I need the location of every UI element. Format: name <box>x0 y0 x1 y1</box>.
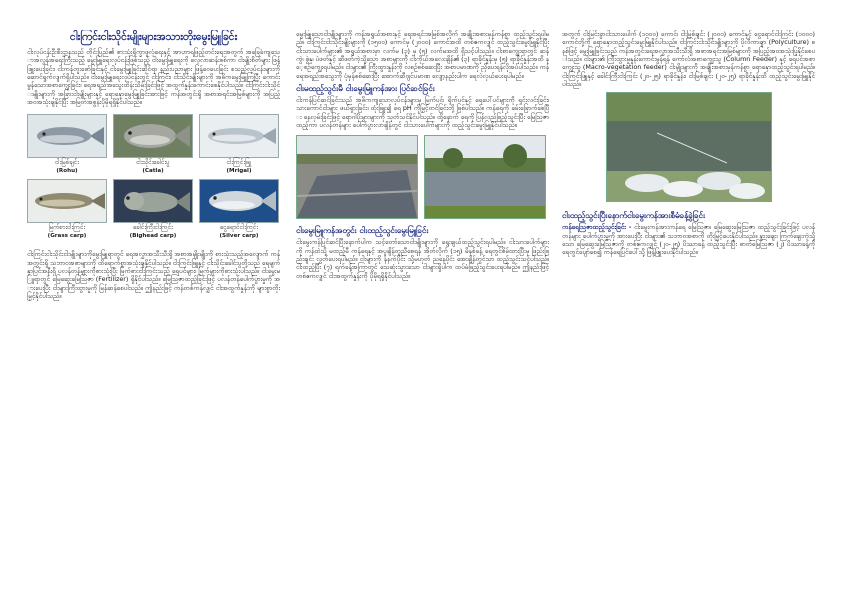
fish-mrigal: ငါးကြင်းဖြူ (Mrigal) <box>199 114 279 179</box>
pond-photos <box>296 135 549 219</box>
page-title: ငါးကြင်းငါးသိုင်းမျိုးများအသားတိုးမွေးမြူခြင်း <box>69 31 238 43</box>
column-right <box>562 30 815 575</box>
fish-catla: ငါးသိုင်းခေါင်းပွ (Catla) <box>113 114 193 179</box>
body-paragraph: အတွက် ငါးမြင်းခွာငါးသားပေါက် (၁၀၀၀) ကောင်၊ ငါးမြစ်ချင်း (၂၀၀၀) ကောင်နှင့် ငွေရောင်ငါးကြင်း (၁၀၀၀) ကောင်တို့ကို ရောနှောထည့်သွင်းမွေးမြူနိုင်ပါသည်။ ငါးကြင်းငါးသိုင်းမျိုးများကို ပိုလီကာချာ (Polyculture) စနစ်ဖြင့် မွေးမြူခြင်းသည် ကန်အတွင်းရေအလွှာအသီးသီးရှိ အစာအရင်းအမြစ်များကို အပြည့်အဝအသုံးပြုနိုင်စေပါသည်။ ငါးများ၏ ကြီးထွားမှုနှုန်းကောင်းမွန်ရန် ကော်လံအစာကျွေးသူ (Column Feeder) နှင့် ရေပင်အစာကျွေးသူ (Macro-vegetation feeder) ငါးမျိုးများကို အချိုးအစားမှန်ကန်စွာ ရောနှောထည့်သွင်းရပါမည်။ ငါးကြင်းဖြူနှင့် ခေါင်းကြီးငါးကြင်း (၂၀-၂၅) ရာခိုင်နှုန်း၊ ငါးမြစ်ချင်း (၂၀-၂၅) ရာခိုင်နှုန်းထိ ထည့်သွင်းမွေးမြူနိုင်ပါသည်။ <box>562 30 815 89</box>
column-left <box>27 30 280 575</box>
fish-photo <box>113 114 193 158</box>
section-heading: ငါးထည့်သွင်းပြီးနောက်ငါးမွေးကန်အားစီမံခန့်ခွဲခြင်း <box>562 211 706 221</box>
fish-photo <box>27 114 107 158</box>
fish-photo <box>113 179 193 223</box>
fish-photo <box>199 114 279 158</box>
body-paragraph: ငါးကြင်းငါးသိုင်းငါးမျိုးများကိုမွေးမြူရာတွင် ရေအလွှာအသီးသီးရှိ အစာအမျိုးမျိုးကို စားသုံးသည့်အလျောက် ကန်အတွင်းရှိ သဘာဝအစာများကို ထိရောက်စွာအသုံးချနိုင်ပါသည်။ ငါးကြင်းဖြူနှင့် ငါးသိုင်းခေါင်းပွတို့သည် ရေမျက်နှာပြင်အနီးရှိ ပလန်တန်များကိုစားသုံးပြီး မြက်စားငါးကြင်းသည် ရေပင်များ၊ မြက်များကိုစားသုံးပါသည်။ ငါးမွေးမြူရာတွင် မြေဆွေးမြေသြဇာ (Fertilizer) ရှိနိုင်ပါသည်။ မြေဩဇာထည့်ခြင်းဖြင့် ပလန်တန်ပေါက်ပွားမှုကို အားပေးပြီး ငါးများကြီးထွားမှုကို မြန်ဆန်စေပါသည်။ ဤနည်းဖြင့် ကန်တစ်ကန်လျှင် ငါးအထွက်နှုန်းကို များစွာတိုးမြှင့်နိုင်ပါသည်။ <box>27 250 280 301</box>
fish-photo <box>199 179 279 223</box>
body-paragraph: မွေးမြူသောငါးမျိုးများကို ကန်အရွယ်အစားနှင့် ရေအရင်းအမြစ်အလိုက် အချိုးအစားမှန်ကန်စွာ ထည့်သွင်းရပါမည်။ ငါးကြင်းငါးသိုင်းမျိုးများကို (၁၅၀၀) ကောင်မှ (၂၀၀၀) ကောင်အထိ တစ်ဧကလျှင် ထည့်သွင်းမွေးမြူနိုင်ပြီး ငါးသားပေါက်များ၏ အရွယ်အစားမှာ လက်မ (၃) မှ (၅) လက်မအထိ ရှိသင့်ပါသည်။ ငါးစာကျွေးရာတွင် ဆန်ကွဲ၊ ဖွဲနု၊ ပဲဖတ်နှင့် ဆီဖတ်ကဲ့သို့သော အစာများကို ငါးကိုယ်အလေးချိန်၏ (၃) ရာခိုင်နှုန်းမှ (၅) ရာခိုင်နှုန်းအထိ နေ့စဉ်ကျွေးရပါမည်။ ငါးများ၏ ကြီးထွားနှုန်းကို လစဉ်စစ်ဆေးပြီး အစာပမာဏကို ညှိပေးရန်လိုအပ်ပါသည်။ ကန်ရေအရည်အသွေးကို ပုံမှန်စစ်ဆေးပြီး အောက်ဆီဂျင်ပမာဏ လျော့နည်းပါက ရေလဲလှယ်ပေးရပါမည်။ <box>296 30 549 80</box>
intro-paragraph: ငါးလုပ်ငန်းဦးစီးဌာနသည် တိုင်းပြည်၏ စားသုံးရိုက္ခာဖူလုံရေးနှင့် အာဟာရဖြည့်တင်းရေးအတွက် အခြေခံကျသောအလွန်အရေးကြီးသည့် မွေးမြူရေးလုပ်ငန်းဖြစ်သည့် ငါးမွေးမြူရေးကို လေ့လာဆန်းစစ်ကာ ငါးမျိုးစိတ်များ ဖြန့်ဖြူးပေးခြင်း၊ ငါးကန်တူးဖော်ခြင်းနှင့် ငါးမွေးမြူခြင်းဆိုင်ရာ နည်းပညာများ ဖြန့်ဝေပေးခြင်း စသည့်လုပ်ငန်းများကို ဆောင်ရွက်လျက်ရှိပါသည်။ ငါးမွေးမြူရေးလုပ်ငန်းတွင် ငါးကြင်း၊ ငါးသိုင်းမျိုးများကို အဓိကမွေးမြူကြပြီး ကောင်းမွန်သောအစာကျွေးခြင်း၊ ရေအရည်အသွေးထိန်းသိမ်းခြင်းဖြင့် အထွက်နှုန်းကောင်းစေနိုင်ပါသည်။ ငါးကြင်းငါးသိုင်းမျိုးများကို အခြားငါးမျိုးများနှင့် ရောနှောမွေးမြူခြင်းအားဖြင့် ကန်အတွင်းရှိ အစာအရင်းအမြစ်များကို အပြည့်အဝအသုံးချနိုင်ပြီး အမြတ်အစွန်းပိုမိုရရှိနိုင်ပါသည်။ <box>27 48 280 107</box>
inline-body: ငါးမွေးကန်အားကန်ရေ မြေဩဇာ၊ မြေဆွေးမြေဩဇာ ထည့်သွင်းခြင်းဖြင့် ပလန်တန်များ ပေါက်ပွားမှုကို အားပေးပြီး ငါးများ၏ သဘာဝအစာကို တိုးမြှင့်ပေးနိုင်ပါသည်။ နွားချေး၊ ကြက်ချေးကဲ့သို့သော မြေဆွေးမြေဩဇာကို တစ်ဧကလျှင် (၂၀-၂၅) ပိဿာခန့် ထည့်သွင်းပြီး ဓာတ်မြေဩဇာ (၂) ပိဿာခန့်ကို ရေတွင်ပျော်စေ၍ ကန်ရေပြင်ပေါ်သို့ ဖြန့်ဖြူးပေးနိုင်ပါသည်။ <box>562 223 815 257</box>
fish-grass-carp: မြက်စားငါးကြင်း (Grass carp) <box>27 179 107 244</box>
body-paragraph: ငါးကန်ပြင်ဆင်ခြင်းသည် အဓိကကျသောလုပ်ငန်းများမှ မြက်ပင်၊ ရိုက်ပင်နှင့် ရေပေါ်ပင်များကို ရှင်းလင်းခြင်း၊ သားကောင်ငါးများ ဖယ်ရှားခြင်း၊ ထုံးဖြူး၍ ရေ pH ကိုမြှင့်တင်ခြင်းတို့ ဖြစ်ပါသည်။ ကန်ရေကို ခမ်းခြောက်စေပြီး နေလှမ်းခြင်းဖြင့် ရောဂါပိုးမွှားများကို သုတ်သင်နိုင်ပါသည်။ ထို့နောက် ရေကို ပြန်လည်ဖြည့်သွင်းပြီး မြေဩဇာထည့်ကာ ပလန်တန်များ ပေါက်ပွားလာချိန်တွင် ငါးသားပေါက်များကို ထည့်သွင်းမွေးမြူနိုင်ပါသည်။ <box>296 96 549 130</box>
fish-photo <box>27 179 107 223</box>
section-heading: ငါးမွေးမြူကန်အတွင်း ငါးထည့်သွင်းမွေးမြူခြင်း <box>296 226 429 236</box>
section-heading: ငါးမထည့်သွင်းမီ ငါးမွေးမြူကန်အား ပြင်ဆင်ခြင်း <box>296 84 435 94</box>
body-paragraph: ငါးမွေးကန်ပြင်ဆင်ပြီးနောက်ပါက သင့်တော်သောငါးမျိုးများကို ရွေးချယ်ထည့်သွင်းရပါမည်။ ငါးသားပေါက်များကို ကန်ထဲသို့ မထည့်မီ ကန်ရေနှင့် အပူချိန်တူညီစေရန် အိတ်လိုက် (၁၅) မိနစ်ခန့် ရေတွင်စိမ်ထားပြီးမှ ဖြည်းဖြည်းချင်း လွှတ်ပေးရပါမည်။ ငါးများကို နံနက်ပိုင်း သို့မဟုတ် ညနေပိုင်း အေးချိန်တွင်သာ ထည့်သွင်းသင့်ပါသည်။ ငါးထည့်ပြီး (၇) ရက်ခန့်အကြာတွင် သေဆုံးသွားသော ငါးများရှိပါက ထပ်မံဖြည့်သွင်းပေးရပါမည်။ ဤနည်းဖြင့် တစ်ဧကလျှင် ငါးအထွက်နှုန်းကို ပိုမိုရရှိနိုင်ပါသည်။ <box>296 238 549 280</box>
pond-photo-filled <box>424 135 546 219</box>
inline-lead: ကန်ရေဩဇာထည့်သွင်းခြင်း - <box>562 223 632 232</box>
column-middle <box>296 30 549 575</box>
fish-release-photo <box>606 92 772 202</box>
fish-photo-grid <box>27 114 280 244</box>
body-paragraph <box>562 223 815 256</box>
fish-silver-carp: ငွေရောင်ငါးကြင်း (Silver carp) <box>199 179 279 244</box>
fish-bighead-carp: ခေါင်းကြီးငါးကြင်း (Bighead carp) <box>113 179 193 244</box>
pond-photo-dry <box>296 135 418 219</box>
fish-rohu: ငါးမြစ်ချင်း (Rohu) <box>27 114 107 179</box>
